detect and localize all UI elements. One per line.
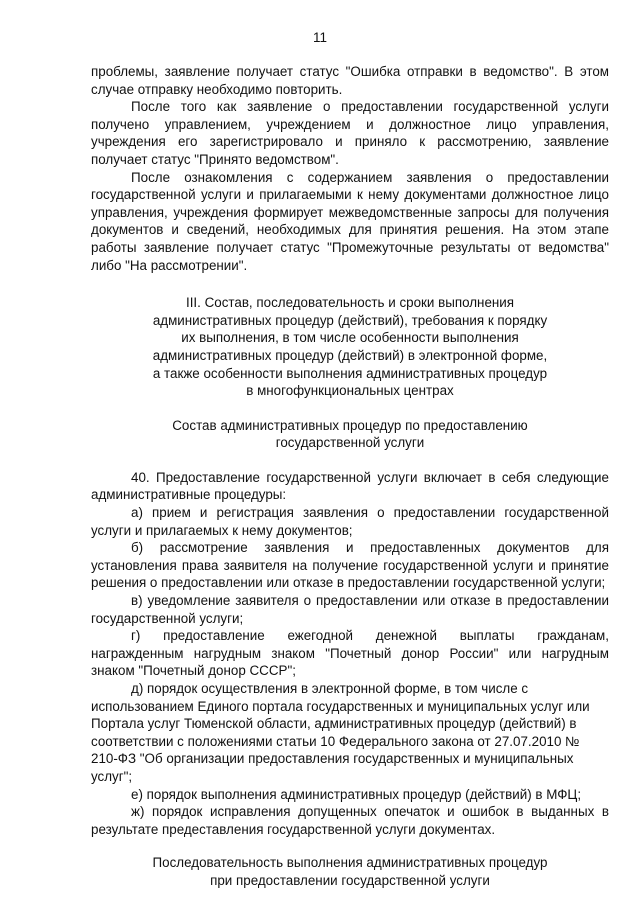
subheading-line: Состав административных процедур по предоставлению bbox=[172, 417, 528, 433]
section-heading-line: административных процедур (действий) в электронной форме, bbox=[152, 347, 548, 363]
document-body bbox=[91, 63, 609, 890]
section-heading-line: в многофункциональных центрах bbox=[246, 383, 454, 399]
section-heading-line: а также особенности выполнения административных процедур bbox=[152, 365, 548, 381]
paragraph-status-intermediate: После ознакомления с содержанием заявления о предоставлении государственной услуги и прилагаемыми к нему документами должностное лицо управления, учреждения формирует межведомственные запросы для получения документов и сведений, необходимых для принятия решения. На этом этапе работы заявление получает статус "Промежуточные результаты от ведомства" либо "На рассмотрении". bbox=[91, 169, 609, 273]
section-heading bbox=[91, 294, 609, 400]
subheading-sequence bbox=[91, 854, 609, 889]
paragraph-status-error: проблемы, заявление получает статус "Ошибка отправки в ведомство". В этом случае отправку необходимо повторить. bbox=[91, 64, 609, 97]
section-heading-line: административных процедур (действий), требования к порядку bbox=[152, 312, 548, 328]
list-item-zh: ж) порядок исправления допущенных опечаток и ошибок в выданных в результате предеставления государственной услуги документах. bbox=[91, 804, 609, 837]
subheading-line: государственной услуги bbox=[275, 435, 425, 451]
section-heading-line: III. Состав, последовательность и сроки выполнения bbox=[185, 295, 515, 311]
page-number: 11 bbox=[312, 30, 327, 45]
list-item-e: е) порядок выполнения административных процедур (действий) в МФЦ; bbox=[131, 786, 582, 802]
list-item-b: б) рассмотрение заявления и предоставленных документов для установления права заявителя на получение государственной услуги и принятие решения о предоставлении или отказе в предоставлении государственной услуги; bbox=[91, 540, 609, 591]
subheading-line: Последовательность выполнения административных процедур bbox=[152, 855, 548, 871]
section-heading-line: их выполнения, в том числе особенности выполнения bbox=[181, 330, 519, 346]
list-item-v: в) уведомление заявителя о предоставлении или отказе в предоставлении государственной услуги; bbox=[91, 593, 609, 626]
subheading-composition bbox=[91, 417, 609, 452]
paragraph-status-accepted: После того как заявление о предоставлении государственной услуги получено управлением, учреждением и должностное лицо управления, учреждения его зарегистрировало и приняло к рассмотрению, заявление получает статус "Принято ведомством". bbox=[91, 99, 609, 167]
list-item-d: д) порядок осуществления в электронной форме, в том числе с использованием Единого портала государственных и муниципальных услуг или Портала услуг Тюменской области, административных процедур (действий) в соответствии с положениями статьи 10 Федерального закона от 27.07.2010 № 210-ФЗ "Об организации предоставления государственных и муниципальных услуг"; bbox=[91, 681, 590, 784]
list-item-a: а) прием и регистрация заявления о предоставлении государственной услуги и прилагаемых к нему документов; bbox=[91, 505, 609, 538]
item-40-intro: 40. Предоставление государственной услуги включает в себя следующие административные процедуры: bbox=[91, 469, 609, 503]
subheading-line: при предоставлении государственной услуги bbox=[210, 872, 490, 888]
list-item-g: г) предоставление ежегодной денежной выплаты гражданам, награжденным нагрудным знаком "Почетный донор России" или нагрудным знаком "Почетный донор СССР"; bbox=[91, 628, 609, 679]
